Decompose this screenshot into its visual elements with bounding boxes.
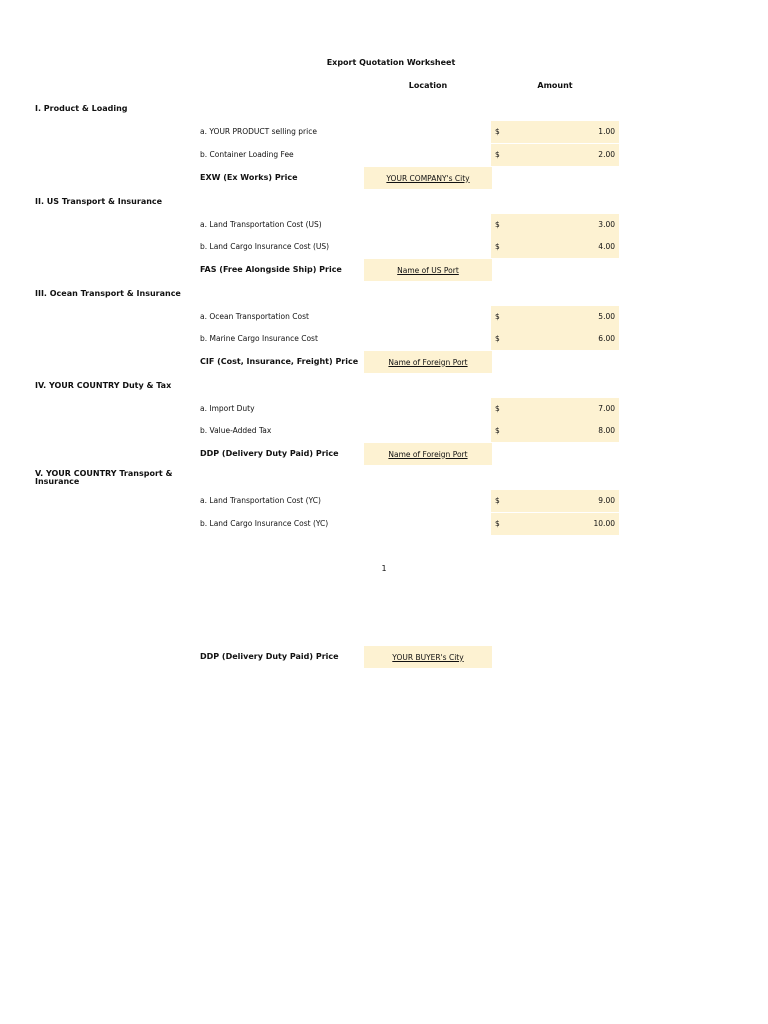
item-cargo-ins-us-label: b. Land Cargo Insurance Cost (US) [200,242,330,251]
item-loading-fee-label: b. Container Loading Fee [200,150,294,159]
currency-symbol: $ [495,150,500,159]
item-cargo-ins-yc-label: b. Land Cargo Insurance Cost (YC) [200,519,329,528]
exw-price-label: EXW (Ex Works) Price [200,173,298,182]
item-ocean-label: a. Ocean Transportation Cost [200,312,309,321]
currency-symbol: $ [495,312,500,321]
ddp-final-location: YOUR BUYER's City [392,652,464,662]
item-land-yc-amount[interactable] [491,490,619,512]
exw-location: YOUR COMPANY's City [386,173,470,183]
amount-value: 4.00 [598,242,615,251]
item-loading-fee-amount[interactable] [491,144,619,166]
amount-value: 3.00 [598,220,615,229]
item-marine-ins-label: b. Marine Cargo Insurance Cost [200,334,318,343]
amount-value: 7.00 [598,404,615,413]
ddp-location-cell[interactable] [364,443,492,465]
section-us-transport: II. US Transport & Insurance [35,197,163,206]
item-product-price-label: a. YOUR PRODUCT selling price [200,127,317,136]
item-vat-amount[interactable] [491,420,619,442]
amount-value: 5.00 [598,312,615,321]
currency-symbol: $ [495,334,500,343]
currency-symbol: $ [495,220,500,229]
amount-value: 9.00 [598,496,615,505]
item-cargo-ins-yc-amount[interactable] [491,513,619,535]
item-land-us-amount[interactable] [491,214,619,236]
cif-location-cell[interactable] [364,351,492,373]
item-land-us-label: a. Land Transportation Cost (US) [200,220,322,229]
item-vat-label: b. Value-Added Tax [200,426,272,435]
amount-value: 10.00 [593,519,615,528]
item-ocean-amount[interactable] [491,306,619,328]
cif-location: Name of Foreign Port [388,357,468,367]
worksheet-title: Export Quotation Worksheet [326,58,456,67]
amount-column-header: Amount [537,81,573,90]
section-ocean-transport: III. Ocean Transport & Insurance [35,289,181,298]
amount-value: 8.00 [598,426,615,435]
currency-symbol: $ [495,242,500,251]
section-yc-transport-line2: Insurance [35,477,80,486]
currency-symbol: $ [495,426,500,435]
item-marine-ins-amount[interactable] [491,328,619,350]
item-product-price-amount[interactable] [491,121,619,143]
page-number: 1 [381,564,387,573]
item-import-duty-amount[interactable] [491,398,619,420]
fas-location: Name of US Port [397,265,459,275]
fas-price-label: FAS (Free Alongside Ship) Price [200,265,342,274]
item-import-duty-label: a. Import Duty [200,404,255,413]
currency-symbol: $ [495,496,500,505]
location-column-header: Location [408,81,448,90]
section-product-loading: I. Product & Loading [35,104,128,113]
amount-value: 1.00 [598,127,615,136]
currency-symbol: $ [495,404,500,413]
item-land-yc-label: a. Land Transportation Cost (YC) [200,496,321,505]
amount-value: 6.00 [598,334,615,343]
item-cargo-ins-us-amount[interactable] [491,236,619,258]
section-duty-tax: IV. YOUR COUNTRY Duty & Tax [35,381,172,390]
exw-location-cell[interactable] [364,167,492,189]
ddp-final-location-cell[interactable] [364,646,492,668]
currency-symbol: $ [495,519,500,528]
ddp-location: Name of Foreign Port [388,449,468,459]
cif-price-label: CIF (Cost, Insurance, Freight) Price [200,357,359,366]
amount-value: 2.00 [598,150,615,159]
section-yc-transport: V. YOUR COUNTRY Transport & [35,469,173,478]
ddp-final-price-label: DDP (Delivery Duty Paid) Price [200,652,339,661]
fas-location-cell[interactable] [364,259,492,281]
currency-symbol: $ [495,127,500,136]
ddp-price-label: DDP (Delivery Duty Paid) Price [200,449,339,458]
